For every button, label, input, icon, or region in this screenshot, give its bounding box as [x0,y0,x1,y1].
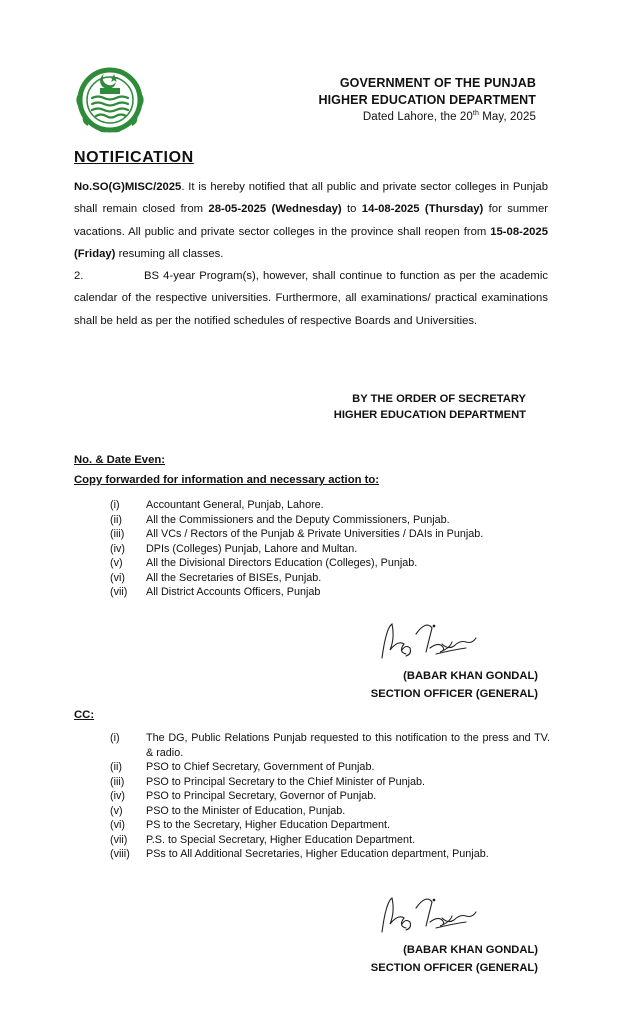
list-item-text: All the Secretaries of BISEs, Punjab. [146,571,322,584]
government-heading: GOVERNMENT OF THE PUNJAB [339,76,536,90]
dated-line: Dated Lahore, the 20th May, 2025 [362,110,536,123]
list-item-number: (vi) [110,571,125,584]
cc-list-item [110,847,550,862]
list-item-number: (iv) [110,542,125,555]
list-item-text: PSO to Chief Secretary, Government of Punjab. [146,761,375,773]
copy-list-item [110,513,550,528]
department-heading: HIGHER EDUCATION DEPARTMENT [318,93,536,107]
cc-list-item [110,833,550,848]
copy-list-item [110,585,550,600]
list-item-text: PSO to the Minister of Education, Punjab. [146,804,346,817]
copy-list-item [110,542,550,557]
signatory-title-cc: SECTION OFFICER (GENERAL) [370,962,538,974]
copy-forwarded-list [110,498,550,600]
copy-list-item [110,527,550,542]
list-item-text: PS to the Secretary, Higher Education Department. [146,819,391,831]
cc-list-item [110,804,550,819]
punjab-government-logo [74,64,146,134]
list-item-text: All District Accounts Officers, Punjab [146,586,321,598]
notification-paragraph-1: No.SO(G)MISC/2025. It is hereby notified that all public and private sector colleges in Punjab shall remain closed from 28-05-2025 (Wednesday) to 14-08-2025 (Thursday) for summer vacations. All public and private sector colleges in the province shall reopen from 15-08-2025 (Friday) resuming all classes. [74,181,548,261]
copy-forwarded-heading: Copy forwarded for information and necessary action to: [74,474,380,486]
signatory-name: (BABAR KHAN GONDAL) [403,670,538,682]
signature-icon [372,614,492,666]
list-item-number: (v) [110,804,123,817]
list-item-number: (vii) [110,586,128,598]
list-item-number: (iii) [110,528,125,540]
order-line-2: HIGHER EDUCATION DEPARTMENT [333,409,526,421]
signatory-title: SECTION OFFICER (GENERAL) [370,688,538,700]
notification-paragraph-2: 2. BS 4-year Program(s), however, shall continue to function as per the academic calendar of the respective universities. Furthermore, all examinations/ practical examinations shall be held as per the notified schedules of respective Boards and Universities. [74,270,548,327]
list-item-number: (vi) [110,819,125,831]
list-item-text: PSO to Principal Secretary, Governor of Punjab. [146,790,377,802]
copy-list-item [110,556,550,571]
list-item-number: (iv) [110,790,125,802]
cc-list-item [110,818,550,833]
cc-list-item [110,775,550,790]
cc-list-item [110,789,550,804]
list-item-text: DPIs (Colleges) Punjab, Lahore and Multan. [146,542,358,555]
cc-list-item [110,760,550,775]
cc-list-item [110,731,550,760]
order-line-1: BY THE ORDER OF SECRETARY [352,393,526,405]
signatory-name-cc: (BABAR KHAN GONDAL) [403,944,538,956]
list-item-text: All VCs / Rectors of the Punjab & Private Universities / DAIs in Punjab. [146,528,484,540]
cc-label: CC: [74,709,95,721]
list-item-number: (i) [110,499,120,511]
list-item-text: The DG, Public Relations Punjab requested to this notification to the press and TV. & radio. [146,732,550,759]
list-item-number: (i) [110,732,120,744]
copy-list-item [110,498,550,513]
list-item-number: (ii) [110,513,122,526]
list-item-text: PSO to Principal Secretary to the Chief Minister of Punjab. [146,775,426,788]
list-item-number: (ii) [110,761,122,773]
signature-icon [372,888,492,940]
list-item-text: All the Commissioners and the Deputy Commissioners, Punjab. [146,513,450,526]
list-item-number: (iii) [110,775,125,788]
list-item-text: PSs to All Additional Secretaries, Higher Education department, Punjab. [146,848,489,860]
list-item-number: (v) [110,557,123,569]
list-item-text: P.S. to Special Secretary, Higher Education Department. [146,833,416,846]
no-date-even: No. & Date Even: [74,454,166,466]
copy-list-item [110,571,550,586]
list-item-text: Accountant General, Punjab, Lahore. [146,499,324,511]
cc-list [110,731,550,862]
list-item-number: (vii) [110,833,128,846]
list-item-text: All the Divisional Directors Education (Colleges), Punjab. [146,557,418,569]
list-item-number: (viii) [110,848,130,860]
notification-title: NOTIFICATION [74,149,194,166]
